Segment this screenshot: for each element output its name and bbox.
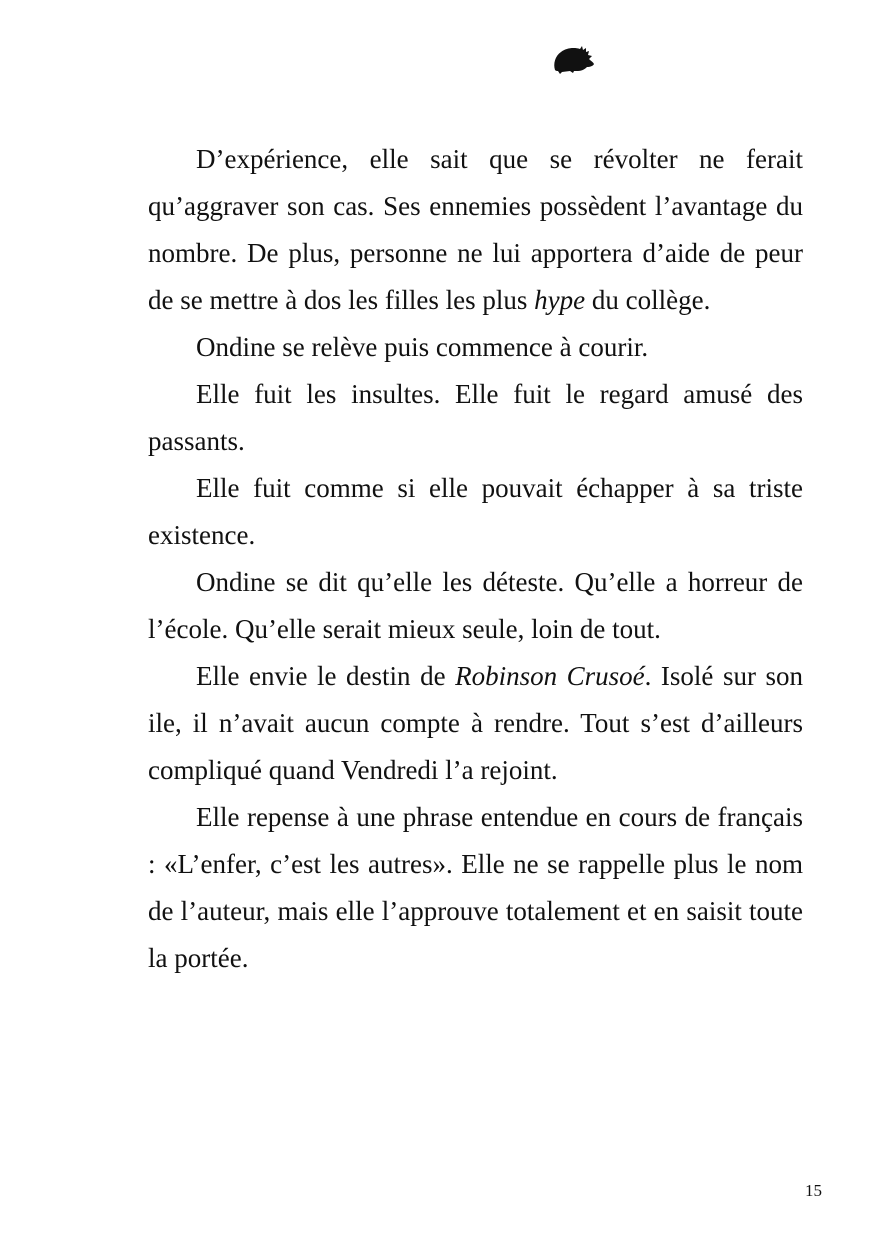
- paragraph-text: du collège.: [585, 285, 711, 315]
- paragraph-text: Elle envie le destin de: [196, 661, 456, 691]
- paragraph-text: D’expérience, elle sait que se révolter ne ferait qu’aggraver son cas. Ses ennemies possèdent l’avantage du nombre. De plus, personne ne lui apportera d’aide de peur de se mettre à dos les filles les plus: [148, 144, 803, 315]
- paragraph-text: Elle repense à une phrase entendue en cours de français : «L’enfer, c’est les autres». Elle ne se rappelle plus le nom de l’auteur, mais elle l’approuve totalement et en saisit toute la portée.: [148, 802, 803, 973]
- page-number: 15: [805, 1181, 822, 1200]
- hedgehog-icon: [552, 44, 596, 74]
- paragraph-text: Elle fuit comme si elle pouvait échapper à sa triste existence.: [148, 473, 803, 550]
- paragraph: [148, 653, 803, 794]
- paragraph-text: Elle fuit les insultes. Elle fuit le regard amusé des passants.: [148, 379, 803, 456]
- paragraph-text: Ondine se dit qu’elle les déteste. Qu’elle a horreur de l’école. Qu’elle serait mieux seule, loin de tout.: [148, 567, 803, 644]
- paragraph: [148, 559, 803, 653]
- paragraph: [148, 324, 803, 371]
- paragraph: [148, 794, 803, 982]
- paragraph: [148, 136, 803, 324]
- paragraph-text: . Isolé sur son ile, il n’avait aucun compte à rendre. Tout s’est d’ailleurs compliqué quand Vendredi l’a rejoint.: [148, 661, 803, 785]
- paragraph: [148, 371, 803, 465]
- italic-text: Robinson Crusoé: [455, 661, 645, 691]
- paragraph-text: Ondine se relève puis commence à courir.: [196, 332, 649, 362]
- paragraph: [148, 465, 803, 559]
- italic-text: hype: [534, 285, 586, 315]
- body-text: [148, 136, 803, 982]
